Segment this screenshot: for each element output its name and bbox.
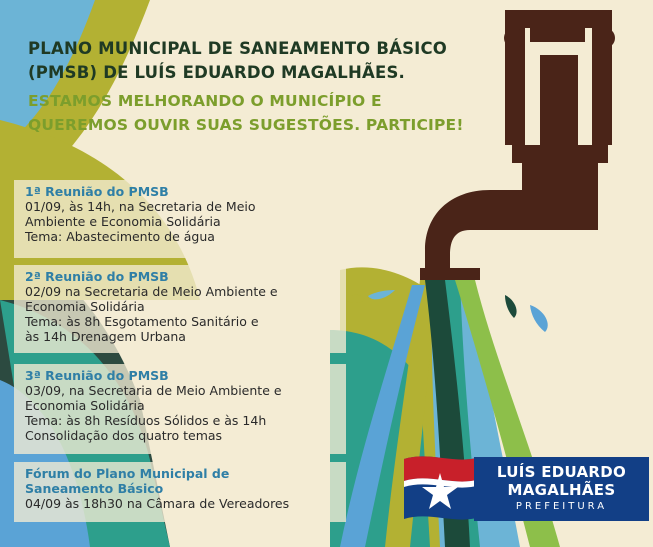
meeting-2-line: Economia Solidária (25, 299, 145, 314)
subtitle-line2: QUEREMOS OUVIR SUAS SUGESTÕES. PARTICIPE! (28, 116, 464, 134)
meeting-2-line: 02/09 na Secretaria de Meio Ambiente e (25, 284, 278, 299)
forum-line: 04/09 às 18h30 na Câmara de Vereadores (25, 496, 290, 511)
meeting-1-title: 1ª Reunião do PMSB (25, 184, 169, 199)
meeting-1-panel (14, 180, 346, 258)
meeting-3-line: Tema: às 8h Resíduos Sólidos e às 14h (25, 413, 267, 428)
meeting-1-line: Tema: Abastecimento de água (25, 229, 215, 244)
meeting-1-line: 01/09, às 14h, na Secretaria de Meio (25, 199, 256, 214)
logo-line3: PREFEITURA (515, 501, 608, 512)
forum-panel (14, 462, 346, 522)
meeting-2-title: 2ª Reunião do PMSB (25, 269, 169, 284)
page-title-line2: (PMSB) DE LUÍS EDUARDO MAGALHÃES. (28, 63, 406, 82)
meeting-2-line: às 14h Drenagem Urbana (25, 329, 186, 344)
flag-icon (400, 451, 480, 529)
meeting-2-line: Tema: às 8h Esgotamento Sanitário e (25, 314, 259, 329)
meeting-3-line: 03/09, na Secretaria de Meio Ambiente e (25, 383, 282, 398)
meeting-1-line: Ambiente e Economia Solidária (25, 214, 221, 229)
meeting-3-title: 3ª Reunião do PMSB (25, 368, 169, 383)
page-title-line1: PLANO MUNICIPAL DE SANEAMENTO BÁSICO (28, 39, 448, 58)
meeting-2-panel (14, 265, 346, 353)
meeting-3-line: Economia Solidária (25, 398, 145, 413)
forum-title-line1: Fórum do Plano Municipal de (25, 466, 230, 481)
logo-line2: MAGALHÃES (507, 481, 616, 499)
forum-title-line2: Saneamento Básico (25, 481, 164, 496)
meeting-3-line: Consolidação dos quatro temas (25, 428, 223, 443)
subtitle-line1: ESTAMOS MELHORANDO O MUNICÍPIO E (28, 92, 382, 110)
meeting-3-panel (14, 364, 346, 454)
header (28, 37, 498, 137)
prefeitura-logo (400, 451, 649, 529)
logo-line1: LUÍS EDUARDO (496, 463, 627, 481)
